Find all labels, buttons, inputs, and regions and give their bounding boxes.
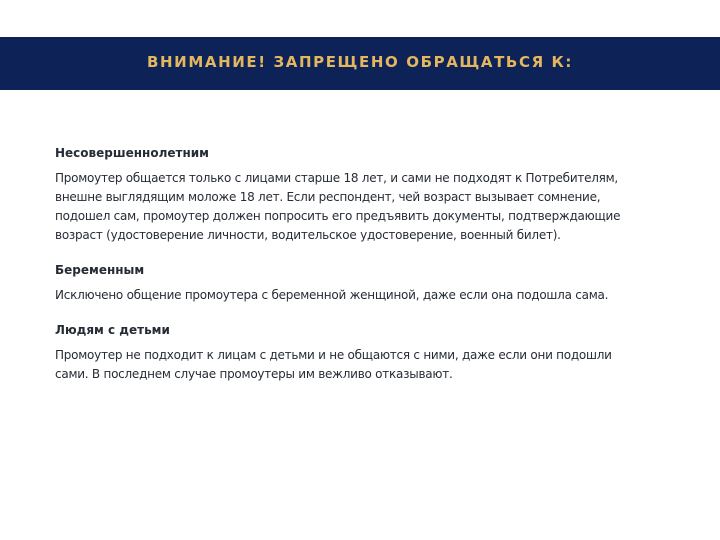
- text-line: Исключено общение промоутера с беременной женщиной, даже если она подошла сама.: [55, 288, 609, 302]
- section-pregnant: [55, 262, 685, 305]
- section-heading: Людям с детьми: [55, 323, 170, 337]
- header-banner: [0, 37, 720, 90]
- section-heading: Несовершеннолетним: [55, 146, 209, 160]
- section-minors: [55, 145, 685, 245]
- content-area: [55, 145, 685, 384]
- section-heading: Беременным: [55, 263, 145, 277]
- text-line: Промоутер не подходит к лицам с детьми и не общаются с ними, даже если они подошли: [55, 348, 612, 362]
- text-line: возраст (удостоверение личности, водительское удостоверение, военный билет).: [55, 228, 561, 242]
- section-body: [55, 346, 685, 384]
- section-body: [55, 286, 685, 305]
- text-line: сами. В последнем случае промоутеры им вежливо отказывают.: [55, 367, 453, 381]
- section-body: [55, 169, 685, 245]
- text-line: Промоутер общается только с лицами старше 18 лет, и сами не подходят к Потребителям,: [55, 171, 618, 185]
- text-line: внешне выглядящим моложе 18 лет. Если респондент, чей возраст вызывает сомнение,: [55, 190, 601, 204]
- text-line: подошел сам, промоутер должен попросить его предъявить документы, подтверждающие: [55, 209, 621, 223]
- slide-title: ВНИМАНИЕ! ЗАПРЕЩЕНО ОБРАЩАТЬСЯ К:: [147, 52, 573, 71]
- section-with-children: [55, 322, 685, 384]
